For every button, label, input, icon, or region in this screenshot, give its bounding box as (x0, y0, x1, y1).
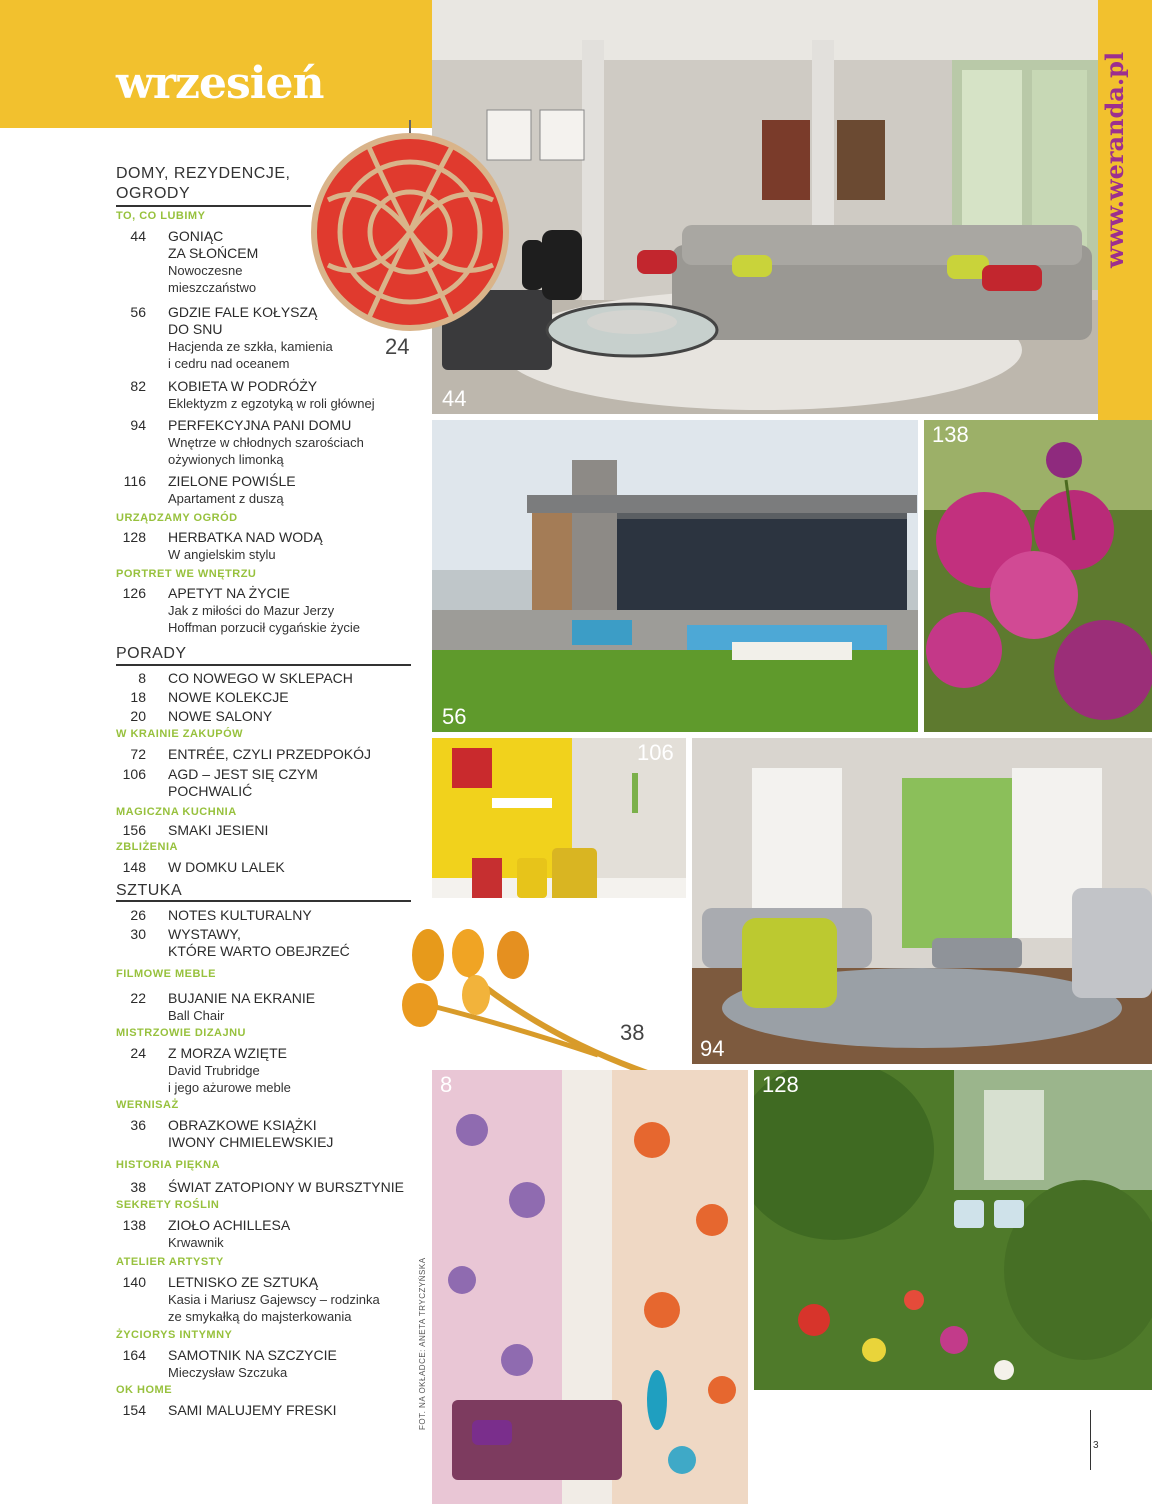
toc-page: 30 (130, 926, 146, 942)
toc-page: 138 (122, 1217, 146, 1233)
toc-title: W DOMKU LALEK (168, 859, 285, 875)
toc-page: 116 (123, 473, 146, 489)
category-label: URZĄDZAMY OGRÓD (116, 512, 238, 524)
section-title-sztuka: SZTUKA (116, 882, 183, 899)
toc-title: ZIELONE POWIŚLE (168, 473, 296, 489)
toc-title: ZIOŁO ACHILLESA (168, 1217, 291, 1233)
toc-title: NOWE SALONY (168, 708, 273, 724)
toc-entry[interactable] (116, 1217, 416, 1251)
curtains-illustration (432, 1070, 748, 1504)
toc-subtitle: mieszczaństwo (168, 280, 257, 295)
toc-entry[interactable] (116, 378, 416, 412)
photo-label-house: 56 (442, 704, 467, 729)
photo-label-garden: 128 (762, 1072, 799, 1097)
toc-title: HERBATKA NAD WODĄ (168, 529, 323, 545)
flowers-illustration (924, 420, 1152, 732)
toc-title: Z MORZA WZIĘTE (168, 1045, 287, 1061)
toc-page: 164 (122, 1347, 146, 1363)
category-label: ATELIER ARTYSTY (116, 1256, 224, 1268)
toc-subtitle: David Trubridge (168, 1063, 260, 1078)
toc-entry[interactable] (116, 689, 416, 706)
website-url[interactable]: www.weranda.pl (1100, 51, 1129, 269)
toc-entry[interactable] (116, 228, 416, 296)
toc-title: AGD – JEST SIĘ CZYM (168, 766, 318, 782)
toc-entry[interactable] (116, 473, 416, 507)
photo-house (432, 420, 918, 732)
toc-title: GDZIE FALE KOŁYSZĄ (168, 304, 318, 320)
toc-entry[interactable] (116, 822, 416, 839)
living-room-illustration (432, 0, 1098, 414)
toc-subtitle: Hacjenda ze szkła, kamienia (168, 339, 333, 354)
category-label: SEKRETY ROŚLIN (116, 1199, 220, 1211)
toc-title: KOBIETA W PODRÓŻY (168, 378, 318, 394)
category-label: ŻYCIORYS INTYMNY (116, 1329, 233, 1341)
toc-subtitle: ze smykałką do majsterkowania (168, 1309, 352, 1324)
toc-page: 26 (130, 907, 146, 923)
toc-page: 140 (122, 1274, 146, 1290)
toc-entry[interactable] (116, 926, 416, 960)
photo-label-amber: 38 (620, 1020, 645, 1045)
toc-page: 148 (122, 859, 146, 875)
photo-label-curtains: 8 (440, 1072, 453, 1097)
photo-curtains (432, 1070, 748, 1504)
toc-subtitle: Wnętrze w chłodnych szarościach (168, 435, 364, 450)
photo-label-flowers: 138 (932, 422, 969, 447)
category-label: ZBLIŻENIA (116, 841, 178, 853)
garden-illustration (754, 1070, 1152, 1390)
toc-entry[interactable] (116, 708, 416, 725)
toc-page: 8 (138, 670, 146, 686)
toc-entry[interactable] (116, 1347, 416, 1381)
toc-subtitle: Nowoczesne (168, 263, 243, 278)
toc-title: DO SNU (168, 321, 223, 337)
toc-entry[interactable] (116, 907, 416, 924)
page-number-rule (1090, 1410, 1091, 1470)
toc-title: OBRAZKOWE KSIĄŻKI (168, 1117, 317, 1133)
toc-entry[interactable] (116, 1179, 416, 1196)
toc-subtitle: Krwawnik (168, 1235, 224, 1250)
toc-title: SAMI MALUJEMY FRESKI (168, 1402, 337, 1418)
toc-title: LETNISKO ZE SZTUKĄ (168, 1274, 319, 1290)
toc-page: 22 (130, 990, 146, 1006)
toc-title: KTÓRE WARTO OBEJRZEĆ (168, 943, 350, 959)
toc-entry[interactable] (116, 746, 416, 763)
amber-brooch-image (398, 925, 668, 1085)
toc-page: 44 (130, 228, 146, 244)
photo-label-salon: 94 (700, 1036, 725, 1061)
house-illustration (432, 420, 918, 732)
toc-title: ENTRÉE, CZYLI PRZEDPOKÓJ (168, 746, 372, 762)
toc-title: POCHWALIĆ (168, 783, 253, 799)
toc-subtitle: W angielskim stylu (168, 547, 276, 562)
toc-entry[interactable] (116, 990, 416, 1024)
toc-title: NOTES KULTURALNY (168, 907, 312, 923)
photo-living-room (432, 0, 1098, 414)
section-title-line: OGRODY (116, 185, 191, 202)
toc-page: 56 (130, 304, 146, 320)
category-label: MAGICZNA KUCHNIA (116, 806, 237, 818)
toc-entry[interactable] (116, 1117, 416, 1151)
section-rule (116, 664, 411, 666)
category-label: HISTORIA PIĘKNA (116, 1159, 221, 1171)
toc-subtitle: Kasia i Mariusz Gajewscy – rodzinka (168, 1292, 380, 1307)
toc-entry[interactable] (116, 670, 416, 687)
toc-subtitle: Jak z miłości do Mazur Jerzy (168, 603, 335, 618)
photo-credit: FOT. NA OKŁADCE: ANETA TRYCZYŃSKA (418, 1257, 427, 1430)
toc-entry[interactable] (116, 1274, 416, 1325)
toc-page: 36 (130, 1117, 146, 1133)
toc-subtitle: Mieczysław Szczuka (168, 1365, 288, 1380)
photo-label-kitchen: 106 (637, 740, 674, 765)
toc-page: 156 (122, 822, 146, 838)
toc-entry[interactable] (116, 1045, 416, 1096)
section-title-line: DOMY, REZYDENCJE, (116, 165, 291, 182)
toc-page: 24 (130, 1045, 146, 1061)
section-title-domy (116, 165, 290, 203)
photo-salon (692, 738, 1152, 1064)
toc-entry[interactable] (116, 529, 416, 563)
category-label: PORTRET WE WNĘTRZU (116, 568, 257, 580)
toc-entry[interactable] (116, 859, 416, 876)
category-label: FILMOWE MEBLE (116, 968, 216, 980)
category-label: TO, CO LUBIMY (116, 210, 206, 222)
toc-title: SMAKI JESIENI (168, 822, 269, 838)
photo-kitchen (432, 738, 686, 918)
category-label: W KRAINIE ZAKUPÓW (116, 728, 244, 740)
category-label: MISTRZOWIE DIZAJNU (116, 1027, 246, 1039)
toc-title: APETYT NA ŻYCIE (168, 585, 290, 601)
category-label: OK HOME (116, 1384, 173, 1396)
toc-subtitle: i cedru nad oceanem (168, 356, 290, 371)
toc-title: NOWE KOLEKCJE (168, 689, 289, 705)
toc-subtitle: ożywionych limonką (168, 452, 284, 467)
toc-page: 18 (130, 689, 146, 705)
toc-subtitle: Hoffman porzucił cygańskie życie (168, 620, 360, 635)
category-label: WERNISAŻ (116, 1099, 179, 1111)
toc-page: 20 (130, 708, 146, 724)
toc-subtitle: Apartament z duszą (168, 491, 284, 506)
salon-illustration (692, 738, 1152, 1064)
photo-label-living: 44 (442, 386, 467, 411)
toc-page: 94 (130, 417, 146, 433)
toc-title: PERFEKCYJNA PANI DOMU (168, 417, 352, 433)
toc-title: IWONY CHMIELEWSKIEJ (168, 1134, 334, 1150)
toc-title: ZA SŁOŃCEM (168, 245, 259, 261)
toc-page: 72 (130, 746, 146, 762)
toc-entry[interactable] (116, 766, 416, 800)
toc-subtitle: i jego ażurowe meble (168, 1080, 291, 1095)
toc-title: ŚWIAT ZATOPIONY W BURSZTYNIE (168, 1179, 404, 1195)
page-number: 3 (1093, 1440, 1099, 1451)
toc-page: 38 (130, 1179, 146, 1195)
section-title-porady: PORADY (116, 645, 187, 662)
toc-title: WYSTAWY, (168, 926, 241, 942)
toc-subtitle: Ball Chair (168, 1008, 225, 1023)
toc-title: SAMOTNIK NA SZCZYCIE (168, 1347, 337, 1363)
toc-page: 106 (122, 766, 146, 782)
section-rule (116, 205, 311, 207)
toc-page: 154 (122, 1402, 146, 1418)
toc-page: 82 (130, 378, 146, 394)
toc-title: CO NOWEGO W SKLEPACH (168, 670, 353, 686)
toc-entry[interactable] (116, 585, 416, 636)
toc-entry[interactable] (116, 1402, 416, 1419)
toc-subtitle: Eklektyzm z egzotyką w roli głównej (168, 396, 375, 411)
photo-label-lamp: 24 (385, 334, 410, 359)
photo-flowers (924, 420, 1152, 732)
toc-entry[interactable] (116, 304, 416, 372)
toc-page: 126 (122, 585, 146, 601)
photo-garden (754, 1070, 1152, 1390)
toc-title: BUJANIE NA EKRANIE (168, 990, 316, 1006)
toc-page: 128 (122, 529, 146, 545)
section-rule (116, 900, 411, 902)
toc-entry[interactable] (116, 417, 416, 468)
toc-title: GONIĄC (168, 228, 224, 244)
month-title: wrzesień (116, 58, 324, 109)
